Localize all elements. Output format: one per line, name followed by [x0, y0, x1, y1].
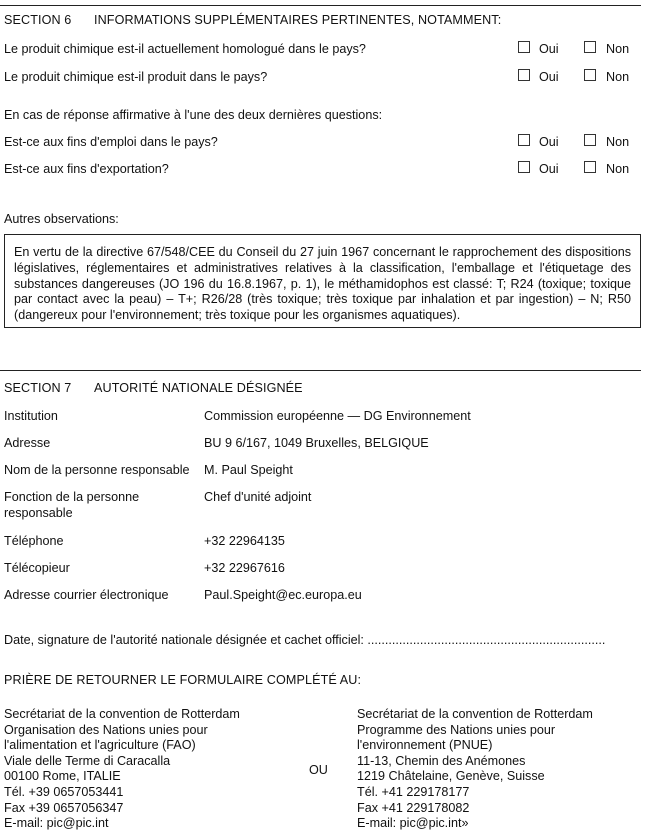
- label-oui: Oui: [539, 70, 559, 84]
- field-value-address: BU 9 6/167, 1049 Bruxelles, BELGIQUE: [204, 436, 429, 450]
- or-separator: OU: [309, 763, 328, 777]
- address-line: Secrétariat de la convention de Rotterdam: [4, 707, 240, 721]
- field-value-fax: +32 22967616: [204, 561, 285, 575]
- address-line: Viale delle Terme di Caracalla: [4, 753, 171, 768]
- address-line: Organisation des Nations unies pour: [4, 722, 208, 737]
- address-line: Fax +39 0657056347: [4, 800, 124, 815]
- checkbox-domestic-use-oui[interactable]: [518, 134, 530, 146]
- return-heading: PRIÈRE DE RETOURNER LE FORMULAIRE COMPLÉTÉ AU:: [4, 673, 362, 687]
- checkbox-domestic-use-non[interactable]: [584, 134, 596, 146]
- field-value-phone: +32 22964135: [204, 534, 285, 548]
- followup-intro: En cas de réponse affirmative à l'une des deux dernières questions:: [4, 108, 383, 122]
- field-label-fax: Télécopieur: [4, 561, 70, 575]
- field-label-email: Adresse courrier électronique: [4, 588, 169, 602]
- field-label-address: Adresse: [4, 436, 51, 450]
- field-label-responsible-name: Nom de la personne responsable: [4, 463, 190, 477]
- label-oui: Oui: [539, 42, 559, 56]
- label-non: Non: [606, 70, 630, 84]
- question-domestic-use: Est-ce aux fins d'emploi dans le pays?: [4, 135, 218, 149]
- address-line: 1219 Châtelaine, Genève, Suisse: [357, 769, 545, 784]
- address-line: E-mail: pic@pic.int: [4, 816, 109, 831]
- observations-box: [4, 234, 641, 328]
- question-produced: Le produit chimique est-il produit dans le pays?: [4, 70, 268, 84]
- field-label-function-line2: responsable: [4, 506, 73, 520]
- field-value-function: Chef d'unité adjoint: [204, 490, 312, 504]
- label-oui: Oui: [539, 162, 559, 176]
- checkbox-produced-non[interactable]: [584, 69, 596, 81]
- field-value-responsible-name: M. Paul Speight: [204, 463, 293, 477]
- section-6-title: INFORMATIONS SUPPLÉMENTAIRES PERTINENTES, NOTAMMENT:: [94, 13, 502, 27]
- observations-text: En vertu de la directive 67/548/CEE du Conseil du 27 juin 1967 concernant le rapprochement des dispositions législatives, réglementaires et administratives relatives à la classification, l'emballage et l'étiquetage des substances dangereuses (JO 196 du 16.8.1967, p. 1), le méthamidophos est classé: T; R24 (toxique; toxique par contact avec la peau) – T+; R26/28 (très toxique; très toxique par inhalation et par ingestion) – N; R50 (dangereux pour l'environnement; très toxique pour les organismes aquatiques).: [14, 245, 631, 323]
- address-line: E-mail: pic@pic.int»: [357, 816, 469, 831]
- label-non: Non: [606, 162, 630, 176]
- address-line: Tél. +41 229178177: [357, 784, 470, 799]
- field-label-function: Fonction de la personne: [4, 490, 140, 504]
- address-line: 11-13, Chemin des Anémones: [357, 753, 526, 768]
- label-non: Non: [606, 135, 630, 149]
- field-value-email: Paul.Speight@ec.europa.eu: [204, 588, 362, 602]
- address-line: Fax +41 229178082: [357, 800, 470, 815]
- checkbox-registered-oui[interactable]: [518, 41, 530, 53]
- address-unep: [357, 707, 593, 832]
- checkbox-registered-non[interactable]: [584, 41, 596, 53]
- address-line: 00100 Rome, ITALIE: [4, 769, 121, 784]
- field-label-institution: Institution: [4, 409, 58, 423]
- field-value-institution: Commission européenne — DG Environnement: [204, 409, 471, 423]
- address-fao: [4, 707, 240, 832]
- section-7-title: AUTORITÉ NATIONALE DÉSIGNÉE: [94, 381, 303, 395]
- address-line: l'environnement (PNUE): [357, 738, 493, 753]
- label-oui: Oui: [539, 135, 559, 149]
- signature-line: Date, signature de l'autorité nationale désignée et cachet officiel: ....................................................................: [4, 633, 606, 647]
- observations-label: Autres observations:: [4, 212, 119, 226]
- address-line: l'alimentation et l'agriculture (FAO): [4, 738, 196, 753]
- address-line: Tél. +39 0657053441: [4, 784, 124, 799]
- section-7-top-rule: [0, 370, 641, 371]
- address-line: Secrétariat de la convention de Rotterdam: [357, 707, 593, 721]
- question-registered: Le produit chimique est-il actuellement homologué dans le pays?: [4, 42, 366, 56]
- question-export: Est-ce aux fins d'exportation?: [4, 162, 169, 176]
- checkbox-export-oui[interactable]: [518, 161, 530, 173]
- section-6-number: SECTION 6: [4, 13, 72, 27]
- checkbox-export-non[interactable]: [584, 161, 596, 173]
- label-non: Non: [606, 42, 630, 56]
- section-7-number: SECTION 7: [4, 381, 72, 395]
- section-6-top-rule: [0, 5, 641, 6]
- field-label-phone: Téléphone: [4, 534, 64, 548]
- checkbox-produced-oui[interactable]: [518, 69, 530, 81]
- address-line: Programme des Nations unies pour: [357, 722, 556, 737]
